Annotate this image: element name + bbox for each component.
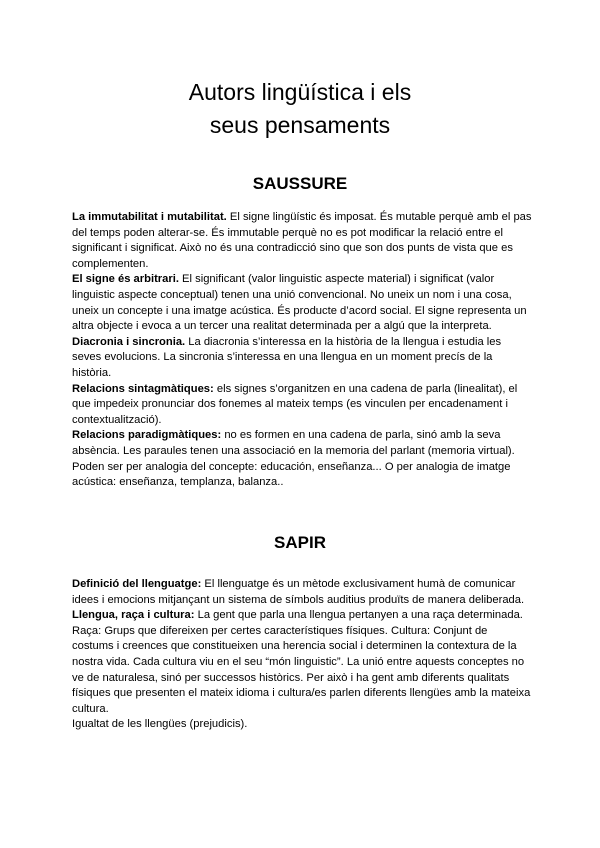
section-body-sapir [72, 577, 532, 733]
paragraph-term: La immutabilitat i mutabilitat. [72, 211, 227, 223]
paragraph-text: El signe lingüístic és imposat. És mutable perquè amb el pas del temps poden alterar-se. És immutable perquè no es pot modificar la relació entre el significant i significat. Això no és una contradicció sino que son dos punts de vista que es complementen. [72, 211, 532, 270]
title-line-2: seus pensaments [209, 112, 391, 138]
title-line-1: Autors lingüística i els [188, 79, 412, 105]
paragraph-paradigmatic [72, 428, 532, 490]
section-heading-sapir: SAPIR [274, 533, 326, 552]
paragraph-text: no es formen en una cadena de parla, sinó amb la seva absència. Les paraules tenen una associació en la memoria del parlant (memoria virtual). Poden ser per analogia del concepte: educación, enseñanza... O per analogia de imatge acústica: enseñanza, templanza, balanza.. [72, 429, 515, 489]
paragraph-immutability [72, 210, 532, 272]
paragraph-text: La diacronia s’interessa en la història de la llengua i estudia les seves evolucions. La sincronia s’interessa en una llengua en un moment precís de la història. [72, 335, 502, 379]
document-title [0, 76, 600, 142]
paragraph-text: El llenguatge és un mètode exclusivament humà de comunicar idees i emocions mitjançant un sistema de símbols auditius produïts de manera deliberada. [72, 578, 525, 606]
paragraph-term: Relacions sintagmàtiques: [72, 382, 214, 395]
paragraph-text: els signes s’organitzen en una cadena de parla (linealitat), el que impedeix pronunciar dos fonemes al mateix temps (es vinculen per encadenament i contextualització). [72, 382, 518, 426]
paragraph-language-definition [72, 577, 532, 608]
paragraph-term: Diacronia i sincronia. [72, 335, 186, 348]
paragraph-text: Igualtat de les llengües (prejudicis). [72, 718, 248, 731]
paragraph-text: El significant (valor linguistic aspecte material) i significat (valor linguistic aspecte conceptual) tenen una unió convencional. No uneix un nom i una cosa, uneix un concepte i una imatge acústica. És producte d’acord social. El signe representa un altra objecte i evoca a un tercer una realitat determinada per a algú que la interpreta. [72, 273, 527, 333]
paragraph-diachrony-synchrony [72, 335, 532, 382]
paragraph-language-equality [72, 717, 532, 733]
section-body-saussure [72, 210, 532, 491]
paragraph-syntagmatic [72, 382, 532, 429]
paragraph-text: La gent que parla una llengua pertanyen a una raça determinada. Raça: Grups que difereixen per certes característiques físiques. Cultura: Conjunt de costums i creences que constitueixen una herencia social i determinen la contextura de la nostra vida. Cada cultura viu en el seu “món linguistic”. La unió entre aquests conceptes no ve de naturalesa, sinó per successos històrics. Per això i ha gent amb diferents qualitats físiques que presenten el mateix idioma i cultura/es parlen diferents llengües amb la mateixa cultura. [72, 609, 531, 715]
paragraph-term: Relacions paradigmàtiques: [72, 429, 222, 442]
paragraph-arbitrary-sign [72, 272, 532, 334]
section-heading-saussure: SAUSSURE [252, 174, 348, 193]
paragraph-term: Llengua, raça i cultura: [72, 609, 195, 622]
paragraph-language-race-culture [72, 608, 532, 717]
paragraph-term: Definició del llenguatge: [72, 578, 202, 590]
paragraph-term: El signe és arbitrari. [72, 273, 179, 286]
